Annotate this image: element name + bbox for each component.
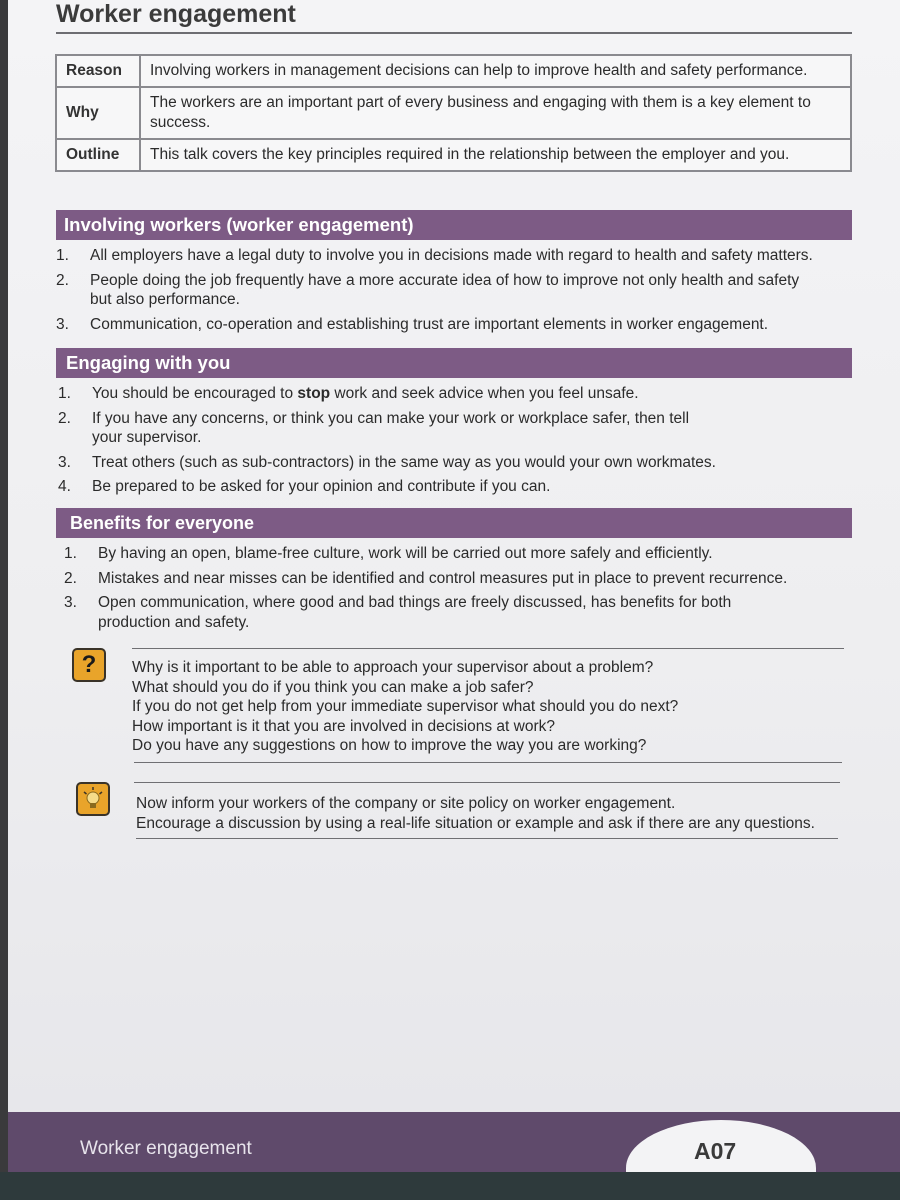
list-number: 3. xyxy=(64,594,77,611)
list-number: 1. xyxy=(58,385,71,402)
info-key: Reason xyxy=(56,55,140,87)
list-number: 3. xyxy=(58,453,71,471)
info-row-reason xyxy=(56,55,851,87)
tip-bottom-rule xyxy=(136,838,838,839)
list-item xyxy=(64,593,844,632)
questions-bottom-rule xyxy=(134,762,842,763)
question-mark-symbol: ? xyxy=(81,651,97,678)
list-item xyxy=(56,271,856,310)
list-text-bold: stop xyxy=(297,385,331,402)
info-table xyxy=(55,54,852,172)
question-line: Why is it important to be able to approach your supervisor about a problem? xyxy=(132,659,654,676)
list-number: 2. xyxy=(58,409,71,427)
list-text: Mistakes and near misses can be identified and control measures put in place to prevent recurrence. xyxy=(98,569,788,587)
question-line: Do you have any suggestions on how to improve the way you are working? xyxy=(132,737,647,754)
info-value: This talk covers the key principles required in the relationship between the employer and you. xyxy=(140,139,851,171)
tip-top-rule xyxy=(134,782,840,783)
info-key: Why xyxy=(56,87,140,139)
list-number: 2. xyxy=(56,271,69,289)
question-line: If you do not get help from your immediate supervisor what should you do next? xyxy=(132,698,679,715)
list-text: People doing the job frequently have a more accurate idea of how to improve not only health and safety but also performance. xyxy=(90,271,800,308)
question-line: What should you do if you think you can make a job safer? xyxy=(132,678,534,696)
page-footer xyxy=(8,1112,900,1172)
info-value: The workers are an important part of every business and engaging with them is a key element to success. xyxy=(140,87,851,139)
list-text: By having an open, blame-free culture, work will be carried out more safely and efficiently. xyxy=(98,545,713,562)
benefits-list xyxy=(64,544,844,637)
list-text-before: You should be encouraged to xyxy=(92,385,298,402)
list-item xyxy=(58,453,818,473)
section-heading-benefits: Benefits for everyone xyxy=(56,508,852,538)
list-item xyxy=(64,544,844,564)
lightbulb-graphic xyxy=(78,784,108,814)
question-line: How important is it that you are involved in decisions at work? xyxy=(132,717,556,735)
tip-line: Encourage a discussion by using a real-life situation or example and ask if there are any questions. xyxy=(136,814,815,832)
info-row-why xyxy=(56,87,851,139)
list-item xyxy=(58,477,818,497)
page-code: A07 xyxy=(694,1138,737,1164)
tip-line: Now inform your workers of the company or site policy on worker engagement. xyxy=(136,795,676,812)
info-key: Outline xyxy=(56,139,140,171)
info-value: Involving workers in management decisions can help to improve health and safety performance. xyxy=(140,55,851,87)
lightbulb-icon xyxy=(76,782,110,816)
list-number: 1. xyxy=(64,545,77,562)
list-number: 4. xyxy=(58,478,71,495)
list-item xyxy=(64,569,844,589)
list-text: Treat others (such as sub-contractors) in the same way as you would your own workmates. xyxy=(92,453,716,471)
question-mark-icon xyxy=(72,648,106,682)
discussion-questions xyxy=(132,658,678,756)
list-text: All employers have a legal duty to involve you in decisions made with regard to health and safety matters. xyxy=(90,247,813,264)
page-title: Worker engagement xyxy=(56,0,296,28)
tip-text xyxy=(136,794,815,833)
list-text: If you have any concerns, or think you can make your work or workplace safer, then tell your supervisor. xyxy=(92,409,690,446)
footer-title: Worker engagement xyxy=(80,1138,252,1159)
list-item xyxy=(58,409,818,448)
list-text: Open communication, where good and bad things are freely discussed, has benefits for both production and safety. xyxy=(98,594,732,631)
list-item xyxy=(56,315,856,335)
info-row-outline xyxy=(56,139,851,171)
engaging-with-you-list xyxy=(58,384,818,502)
document-page xyxy=(8,0,900,1172)
title-divider xyxy=(56,32,852,34)
list-text: Communication, co-operation and establishing trust are important elements in worker engagement. xyxy=(90,315,769,333)
questions-top-rule xyxy=(132,648,844,649)
list-item xyxy=(56,246,856,266)
background-edge xyxy=(0,1172,900,1200)
involving-workers-list xyxy=(56,246,856,339)
list-text-after: work and seek advice when you feel unsafe. xyxy=(330,385,639,402)
list-item xyxy=(58,384,818,404)
list-number: 3. xyxy=(56,315,69,333)
list-text: Be prepared to be asked for your opinion and contribute if you can. xyxy=(92,478,551,495)
list-number: 2. xyxy=(64,569,77,587)
section-heading-engaging-with-you: Engaging with you xyxy=(56,348,852,378)
section-heading-involving-workers: Involving workers (worker engagement) xyxy=(56,210,852,240)
list-number: 1. xyxy=(56,247,69,264)
